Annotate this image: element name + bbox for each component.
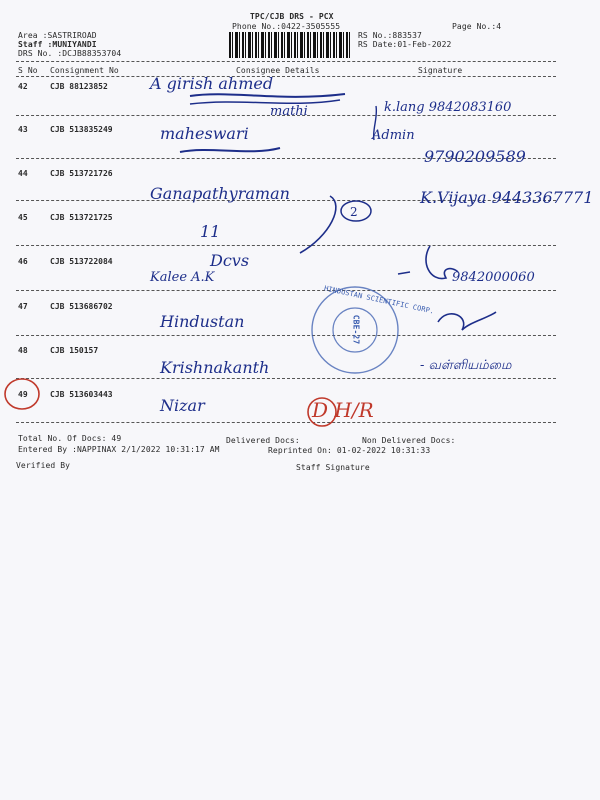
handwritten-ditto: 11: [200, 222, 221, 241]
verified-by: Verified By: [16, 461, 71, 470]
handwritten-signature: - வள்ளியம்மை: [420, 358, 512, 373]
handwritten-consignee: Ganapathyraman: [150, 184, 290, 203]
row-consignment: CJB 88123852: [50, 82, 108, 91]
stamp-center-text: CBE-27: [351, 314, 361, 345]
document-title: TPC/CJB DRS - PCX: [250, 12, 334, 21]
handwritten-phone: 9790209589: [424, 147, 526, 166]
col-header-consignee: Consignee Details: [236, 66, 320, 75]
col-header-signature: Signature: [418, 66, 463, 75]
row-consignment: CJB 513722084: [50, 257, 113, 266]
non-delivered-docs: Non Delivered Docs:: [362, 436, 456, 445]
handwritten-signature: Admin: [372, 128, 415, 143]
handwritten-consignee: Nizar: [160, 396, 205, 415]
row-sno: 45: [18, 213, 28, 222]
handwritten-consignee: Dcvs: [210, 251, 250, 270]
row-sno: 49: [18, 390, 28, 399]
entered-by: Entered By :NAPPINAX 2/1/2022 10:31:17 AM: [18, 445, 220, 454]
row-sno: 48: [18, 346, 28, 355]
rs-number: RS No.:883537: [358, 31, 422, 40]
row-sno: 43: [18, 125, 28, 134]
row-consignment: CJB 513721726: [50, 169, 113, 178]
handwritten-consignee: mathi: [270, 104, 308, 119]
row-consignment: CJB 150157: [50, 346, 99, 355]
handwritten-consignee: Kalee A.K: [150, 270, 215, 285]
handwritten-signature: K.Vijaya 9443367771: [420, 188, 594, 207]
row-consignment: CJB 513835249: [50, 125, 113, 134]
reprinted-on: Reprinted On: 01-02-2022 10:31:33: [268, 446, 431, 455]
staff-label: Staff :MUNIYANDI: [18, 40, 97, 49]
col-header-sno: S No: [18, 66, 38, 75]
row-sno: 46: [18, 257, 28, 266]
row-sno: 47: [18, 302, 28, 311]
svg-text:2: 2: [350, 205, 358, 219]
handwritten-consignee: maheswari: [160, 124, 249, 143]
area-label: Area :SASTRIROAD: [18, 31, 97, 40]
handwritten-hr-mark: D H/R: [312, 398, 374, 422]
handwritten-consignee: Hindustan: [160, 312, 245, 331]
staff-signature-label: Staff Signature: [296, 463, 370, 472]
total-docs: Total No. Of Docs: 49: [18, 434, 122, 443]
handwritten-consignee: Krishnakanth: [160, 358, 270, 377]
row-consignment: CJB 513603443: [50, 390, 113, 399]
delivered-docs: Delivered Docs:: [226, 436, 300, 445]
row-sno: 42: [18, 82, 28, 91]
handwritten-signature: 9842000060: [452, 270, 535, 285]
row-consignment: CJB 513721725: [50, 213, 113, 222]
row-sno: 44: [18, 169, 28, 178]
stamp-outer-text: HINDUSTAN SCIENTIFIC CORP.: [323, 284, 435, 316]
phone-number: Phone No.:0422-3505555: [232, 22, 341, 31]
stamp-text-area: [313, 284, 435, 370]
rs-date: RS Date:01-Feb-2022: [358, 40, 452, 49]
row-consignment: CJB 513686702: [50, 302, 113, 311]
page-number: Page No.:4: [452, 22, 502, 31]
col-header-consignment: Consignment No: [50, 66, 119, 75]
drs-number: DRS No. :DCJB88353704: [18, 49, 122, 58]
handwritten-signature: k.lang 9842083160: [384, 100, 512, 115]
handwritten-consignee: A girish ahmed: [150, 74, 274, 93]
